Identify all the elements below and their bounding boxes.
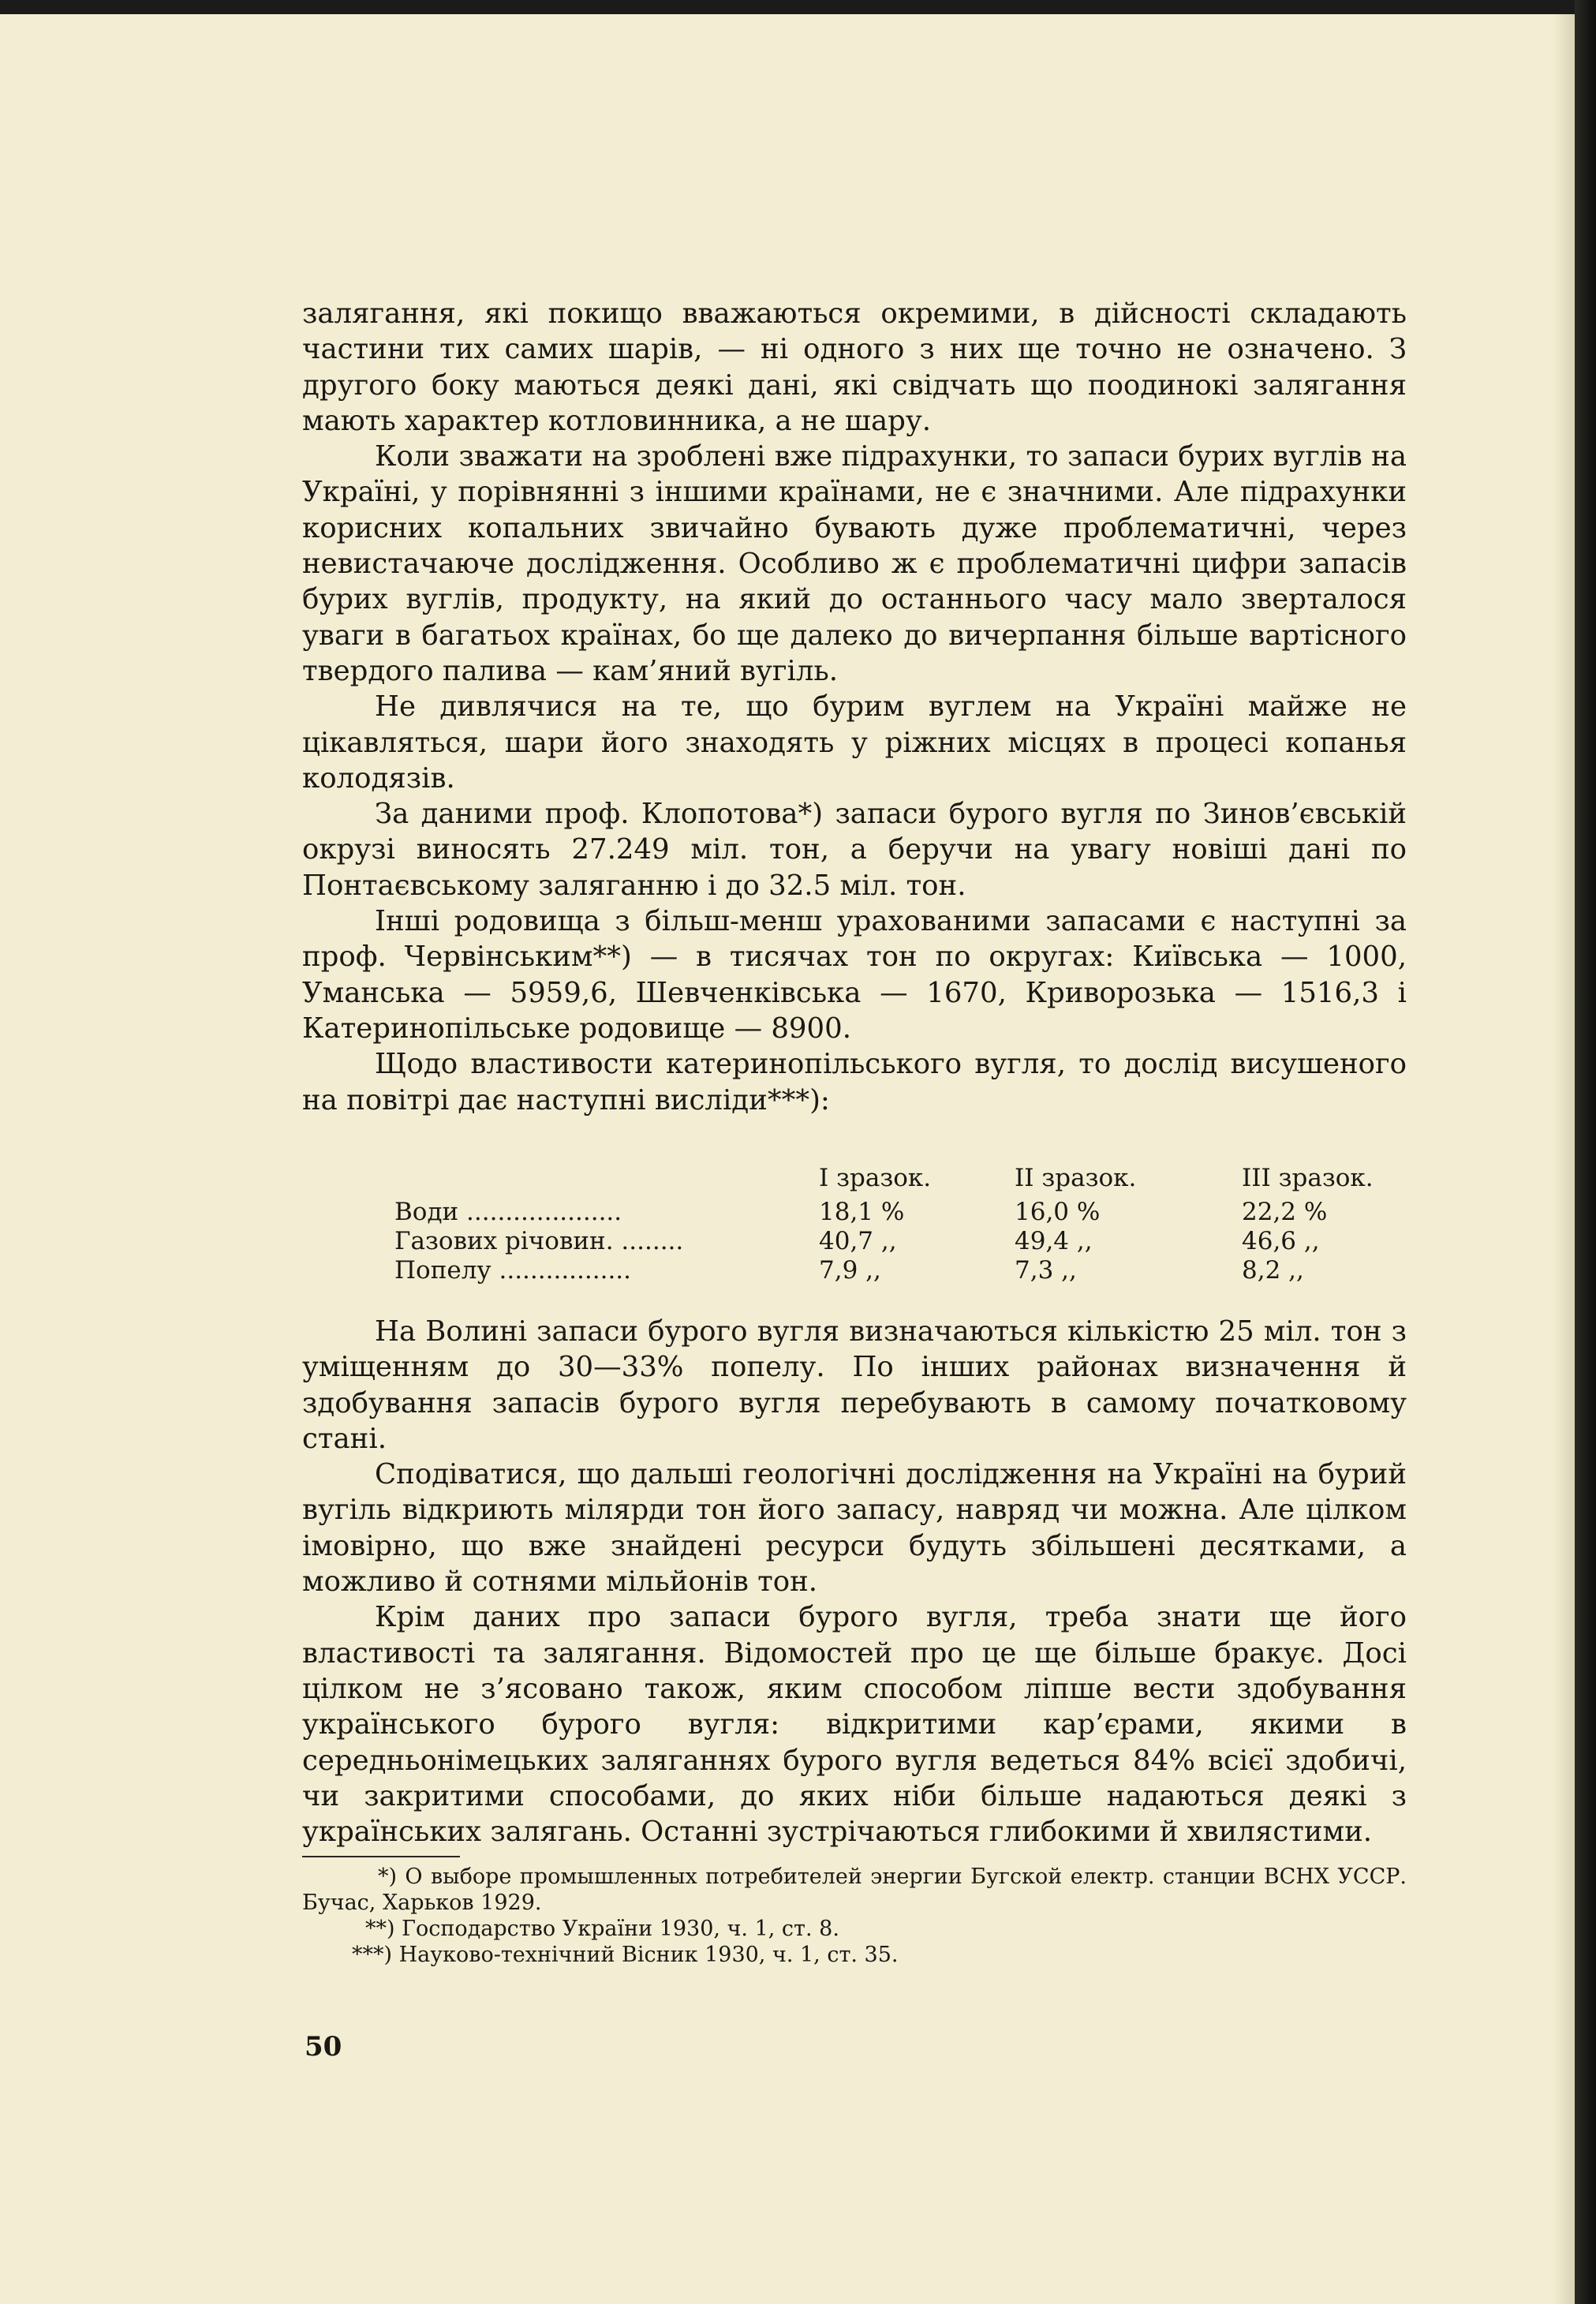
page-shadow-edge <box>1553 14 1575 2304</box>
table-cell: 7,9 ,, <box>819 1256 881 1285</box>
main-text <box>302 296 1407 1118</box>
paragraph: Сподіватися, що дальші геологічні дослідження на Україні на бурий вугіль відкриють мілярди тон його запасу, навряд чи можна. Але цілком імовірно, що вже знайдені ресурси будуть збільшені десятками, а можливо й сотнями мільйонів тон. <box>302 1458 1407 1599</box>
paragraph: Інші родовища з більш-менш урахованими запасами є наступні за проф. Червінським**) — в тисячах тон по округах: Київська — 1000, Уманська — 5959,6, Шевченківська — 1670, Криворозька — 1516,3 і Катеринопільське родовище — 8900. <box>302 905 1407 1045</box>
row-label: Газових річовин. ........ <box>394 1227 684 1255</box>
paragraph: За даними проф. Клопотова*) запаси бурого вугля по Зинов’євській окрузі виносять 27.249 міл. тон, а беручи на увагу новіші дані по Понтаєвському заляганню і до 32.5 міл. тон. <box>302 798 1407 902</box>
paragraph: залягання, які покищо вважаються окремими, в дійсності складають частини тих самих шарів, — ні одного з них ще точно не означено. З другого боку маються деякі дані, які свідчать що поодинокі залягання мають характер котловинника, а не шару. <box>302 297 1407 437</box>
table-cell: 16,0 % <box>1015 1198 1101 1226</box>
paragraph: Щодо властивости катеринопільського вугля, то дослід висушеного на повітрі дає наступні вислiди***): <box>302 1048 1407 1116</box>
row-label: Води .................... <box>394 1198 622 1226</box>
column-header: III зразок. <box>1242 1164 1374 1192</box>
table-row <box>394 1198 1415 1227</box>
page-binding-edge <box>1575 0 1596 2304</box>
table-cell: 22,2 % <box>1242 1198 1328 1226</box>
footnote: *) О выборе промышленных потребителей энергии Бугской електр. станции ВСНХ УССР. Бучас, Харьков 1929. <box>302 1865 1407 1915</box>
column-header: II зразок. <box>1015 1164 1137 1192</box>
table-row <box>394 1227 1415 1256</box>
table-row <box>394 1256 1415 1285</box>
table-header-row <box>394 1164 1415 1198</box>
paragraph: Крім даних про запаси бурого вугля, треба знати ще його властивості та залягання. Відомостей про це ще більше бракує. Досі цілком не з’ясовано також, яким способом ліпше вести здобування українського бурого вугля: відкритими кар’єрами, якими в середньонімецьких заляганнях бурого вугля ведеться 84% всієї здобичі, чи закритими способами, до яких ніби більше надаються деякі з українських залягань. Останні зустрічаються глибокими й хвилястими. <box>302 1601 1407 1849</box>
table-cell: 7,3 ,, <box>1015 1256 1077 1285</box>
footnotes <box>302 1864 1407 1968</box>
table-cell: 40,7 ,, <box>819 1227 897 1255</box>
footnote: **) Господарство України 1930, ч. 1, ст. 8. <box>365 1917 839 1941</box>
table-cell: 8,2 ,, <box>1242 1256 1304 1285</box>
main-text-continued <box>302 1314 1407 1850</box>
table-cell: 18,1 % <box>819 1198 905 1226</box>
column-header: I зразок. <box>819 1164 932 1192</box>
page-number: 50 <box>305 2031 342 2063</box>
table-cell: 46,6 ,, <box>1242 1227 1320 1255</box>
paragraph: Коли зважати на зроблені вже підрахунки, то запаси бурих вуглів на Україні, у порівнянні з іншими країнами, не є значними. Але підрахунки корисних копальних звичайно бувають дуже проблематичні, через невистачаюче дослідження. Особливо ж є проблематичні цифри запасів бурих вуглів, продукту, на який до останнього часу мало зверталося уваги в багатьох країнах, бо ще далеко до вичерпання більше вартісного твердого палива — кам’яний вугіль. <box>302 440 1407 687</box>
footnote-divider <box>302 1856 460 1857</box>
coal-properties-table <box>394 1164 1415 1285</box>
table-cell: 49,4 ,, <box>1015 1227 1093 1255</box>
paragraph: На Волині запаси бурого вугля визначаються кількістю 25 міл. тон з уміщенням до 30—33% попелу. По інших районах визначення й здобування запасів бурого вугля перебувають в самому початковому стані. <box>302 1315 1407 1455</box>
paragraph: Не дивлячися на те, що бурим вуглем на Україні майже не цікавляться, шари його знаходять у ріжних місцях в процесі копанья колодязів. <box>302 690 1407 795</box>
footnote: ***) Науково-технічний Вісник 1930, ч. 1, ст. 35. <box>352 1943 899 1967</box>
row-label: Попелу ................. <box>394 1256 632 1285</box>
